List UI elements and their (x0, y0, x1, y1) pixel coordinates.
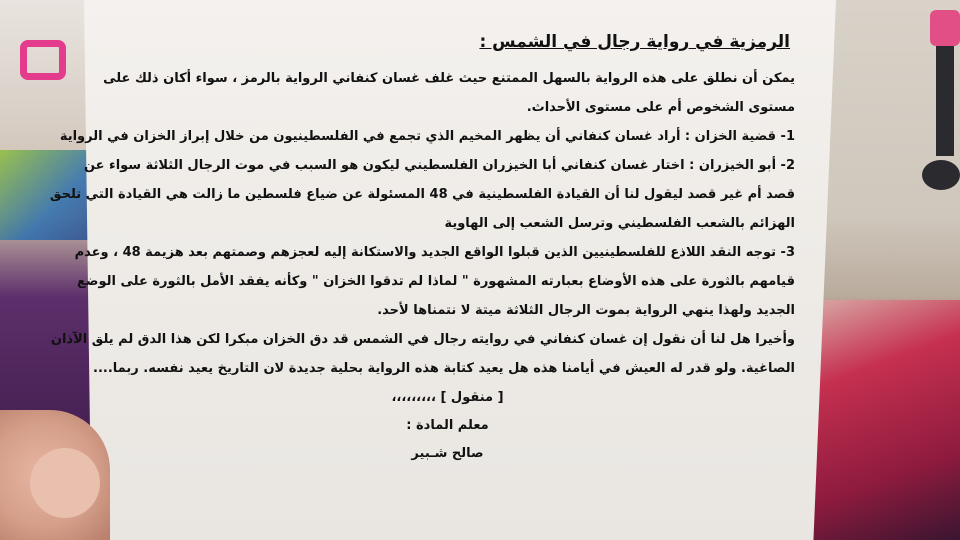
text-line-5: قصد أم غير قصد ليقول لنا أن القيادة الفلسطينية في 48 المسئولة عن ضياع فلسطين ما زالت هي القيادة التي تلحق (49, 187, 795, 202)
text-line-11: الصاغية. ولو قدر له العيش في أيامنا هذه هل يعيد كتابة هذه الرواية بحلية جديدة لان التاريخ يعيد نفسه. ربما.... (93, 361, 795, 376)
text-line-6: الهزائم بالشعب الفلسطيني وترسل الشعب إلى الهاوية (444, 216, 795, 231)
text-line-7: 3- توجه النقد اللاذع للفلسطينيين الذين قبلوا الواقع الجديد والاستكانة إليه لعجزهم وصمتهم بعد هزيمة 48 ، وعدم (74, 245, 795, 260)
document-title: الرمزية في رواية رجال في الشمس : (479, 32, 790, 52)
bed-cover (812, 300, 960, 540)
source-note: [ منقول ] ،،،،،،،،، (391, 390, 504, 405)
text-line-10: وأخيرا هل لنا أن نقول إن غسان كنفاني في روايته رجال في الشمس قد دق الخزان مبكرا لكن هذا الدق لم يلق الآذان (50, 332, 795, 347)
teacher-name: صالح شـبير (411, 446, 484, 461)
pink-object (20, 40, 66, 80)
chair-seat (930, 10, 960, 46)
chair (922, 0, 960, 210)
text-line-3: 1- قضية الخزان : أراد غسان كنفاني أن يظهر المخيم الذي تجمع في الفلسطينيون من خلال إبراز الخزان في الرواية (59, 129, 795, 144)
text-line-4: 2- أبو الخيزران : اختار غسان كنفاني أبا الخيزران الفلسطيني ليكون هو السبب في موت الرجال الثلاثة سواء عن (83, 158, 795, 173)
document-body (49, 32, 795, 471)
thumb (30, 448, 100, 518)
text-line-8: قيامهم بالثورة على هذه الأوضاع بعبارته المشهورة " لماذا لم تدقوا الخزان " وكأنه يفقد الأمل بالثورة على الوضع (77, 274, 795, 289)
text-line-2: مستوى الشخوص أم على مستوى الأحداث. (526, 100, 795, 115)
chair-base (922, 160, 960, 190)
teacher-label: معلم المادة : (406, 418, 489, 433)
text-line-1: يمكن أن نطلق على هذه الرواية بالسهل الممتنع حيث غلف غسان كنفاني الرواية بالرمز ، سواء أكان ذلك على (103, 71, 795, 86)
chair-leg (936, 46, 954, 156)
text-line-9: الجديد ولهذا ينهي الرواية بموت الرجال الثلاثة ميتة لا نتمناها لأحد. (377, 303, 795, 318)
